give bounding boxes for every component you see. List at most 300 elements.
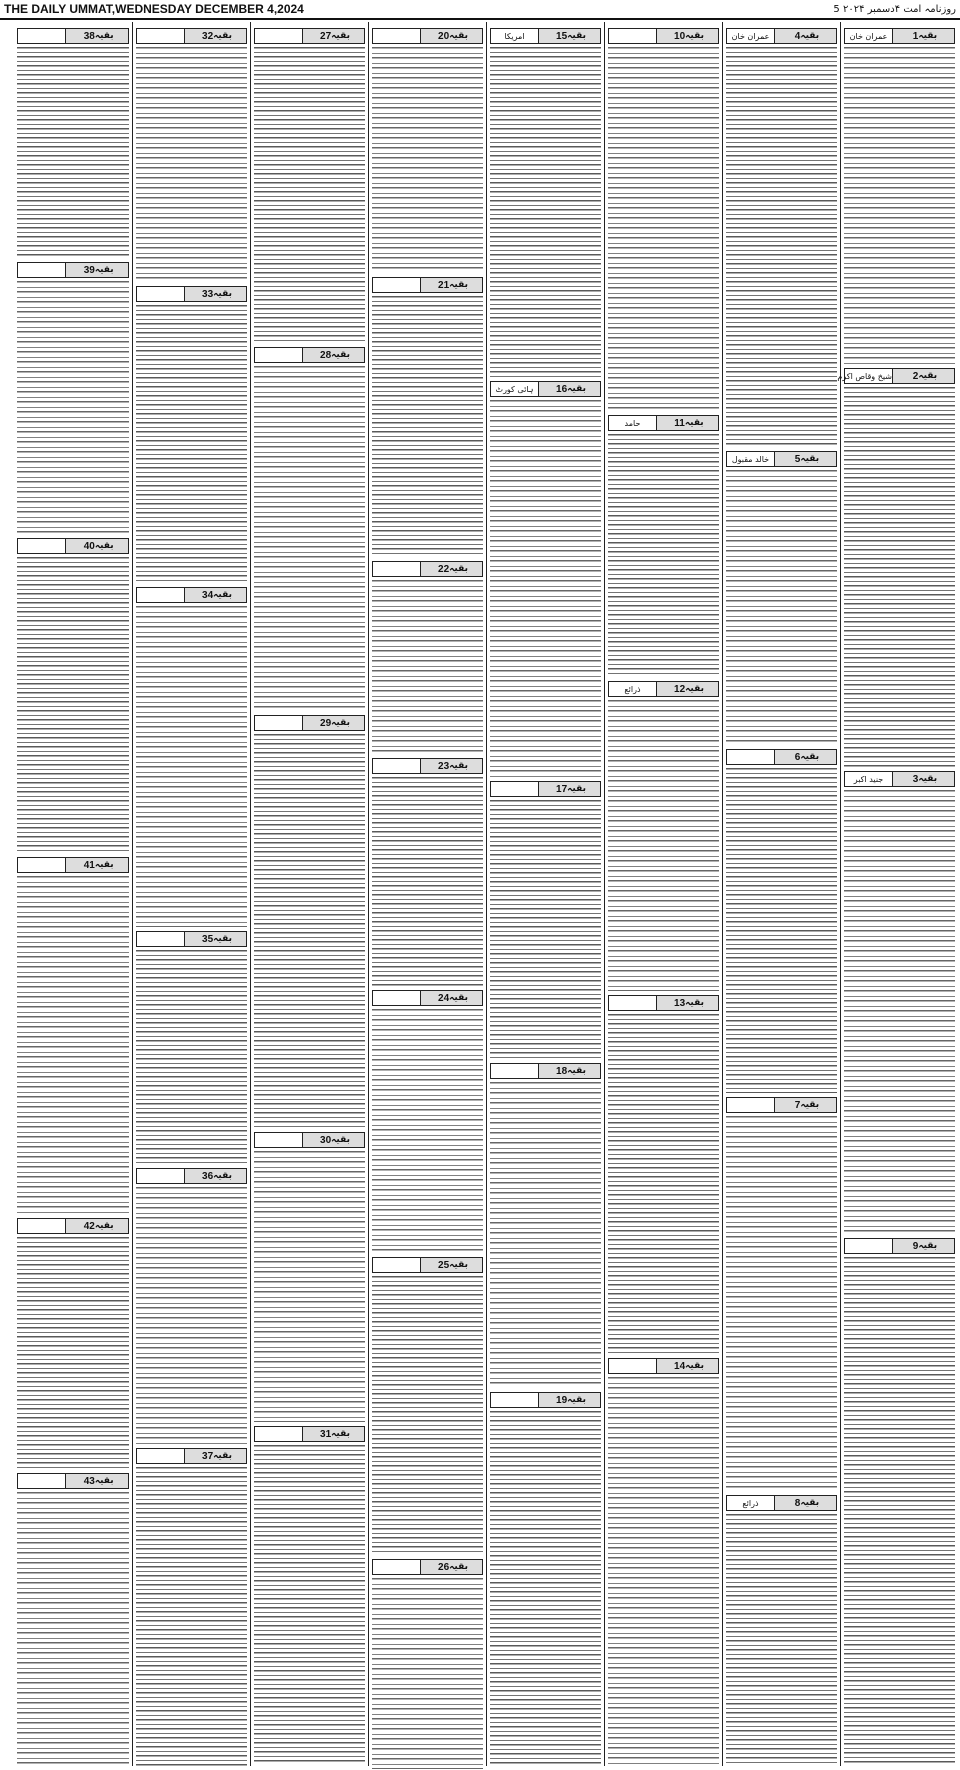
story-body-text [254,47,365,343]
continued-story [372,561,483,754]
story-keyword [18,263,65,277]
story-keyword [18,1219,65,1233]
continued-story [254,347,365,711]
continued-label: بقیہ [94,1476,114,1486]
continued-story [726,1495,837,1764]
continued-label: بقیہ [331,1429,350,1439]
story-keyword [373,991,420,1005]
page-number: 5 [833,3,840,15]
story-reference-header [254,1426,365,1442]
story-reference-header [136,28,247,44]
reference-number: 23 [438,760,450,772]
reference-number: 14 [674,1360,686,1372]
reference-label [538,782,600,796]
story-body-text [726,470,837,745]
column [14,22,132,1766]
reference-number: 15 [556,30,568,42]
continued-story [726,28,837,447]
continued-label: بقیہ [567,784,586,794]
continued-story [372,758,483,986]
story-body-text [372,1578,483,1769]
continued-label: بقیہ [449,1260,468,1270]
continued-label: بقیہ [213,1171,232,1181]
reference-label [65,29,128,43]
continued-story [17,28,129,258]
continued-label: بقیہ [331,350,350,360]
continued-story [608,28,719,411]
continued-story [726,1097,837,1491]
story-body-text [608,434,719,677]
reference-number: 38 [83,30,95,42]
reference-label [892,369,954,383]
reference-number: 26 [438,1561,450,1573]
continued-story [490,1392,601,1765]
story-keyword: ذرائع [742,1498,759,1508]
column [368,22,486,1766]
story-reference-header [136,286,247,302]
continued-story [490,781,601,1059]
story-keyword: جنید اکبر [853,774,884,784]
reference-number: 12 [674,683,686,695]
reference-label [420,29,482,43]
reference-number: 28 [320,349,332,361]
reference-label [184,1169,246,1183]
masthead [0,0,960,20]
story-body-text [608,1377,719,1766]
reference-label [538,382,600,396]
story-body-text [254,1151,365,1422]
reference-number: 18 [556,1065,568,1077]
continued-label: بقیہ [685,1361,704,1371]
column [132,22,250,1766]
continued-label: بقیہ [800,752,820,762]
story-keyword [255,1133,302,1147]
continued-label: بقیہ [567,1395,586,1405]
reference-label [420,759,482,773]
story-keyword [255,348,302,362]
story-reference-header [17,1218,129,1234]
reference-label [656,1359,718,1373]
story-body-text [254,1445,365,1765]
reference-label [420,278,482,292]
reference-number: 8 [794,1497,801,1509]
reference-label [538,1393,600,1407]
reference-number: 34 [202,589,214,601]
story-reference-header [490,1392,601,1408]
continued-label: بقیہ [94,265,114,275]
reference-label [538,1064,600,1078]
story-reference-header [726,28,837,44]
story-keyword [18,29,65,43]
continued-label: بقیہ [800,454,820,464]
continued-label: بقیہ [94,541,114,551]
reference-number: 10 [674,30,686,42]
continued-story [490,381,601,777]
reference-number: 20 [438,30,450,42]
story-keyword [491,782,538,796]
reference-label [65,263,128,277]
story-reference-header [608,28,719,44]
continued-label: بقیہ [449,31,468,41]
reference-number: 21 [438,279,450,291]
story-reference-header [254,1132,365,1148]
story-keyword [373,1258,420,1272]
story-body-text [372,1009,483,1253]
story-keyword [18,539,65,553]
reference-label [65,1474,128,1488]
reference-label [420,1560,482,1574]
reference-label [302,716,364,730]
story-keyword: عمران خان [849,31,888,41]
story-keyword: حامد [624,418,641,428]
story-reference-header [372,758,483,774]
reference-label [656,29,718,43]
story-body-text [136,606,247,927]
reference-number: 35 [202,933,214,945]
column [837,22,958,1766]
continued-label: بقیہ [800,31,820,41]
reference-number: 40 [83,540,95,552]
column [604,22,722,1766]
reference-label [65,858,128,872]
continued-label: بقیہ [449,993,468,1003]
reference-label [656,416,718,430]
continued-label: بقیہ [213,31,232,41]
continued-story [254,1426,365,1765]
reference-number: 22 [438,563,450,575]
continued-story [136,931,247,1164]
story-keyword [373,562,420,576]
reference-label [774,452,836,466]
reference-number: 37 [202,1450,214,1462]
continued-label: بقیہ [684,418,704,428]
continued-story [372,28,483,273]
reference-number: 16 [556,383,568,395]
story-reference-header [136,1448,247,1464]
story-body-text [372,296,483,557]
reference-label [302,348,364,362]
story-keyword [845,1239,892,1253]
reference-number: 9 [912,1240,919,1252]
reference-number: 41 [83,859,95,871]
story-keyword: شیخ وقاص اکرم [837,371,892,381]
continued-story [726,451,837,745]
continued-story [490,28,601,377]
story-body-text [726,1514,837,1764]
reference-number: 24 [438,992,450,1004]
story-reference-header [844,1238,955,1254]
story-reference-header [17,262,129,278]
continued-label: بقیہ [449,280,468,290]
column [486,22,604,1766]
reference-label [774,29,836,43]
reference-label [184,588,246,602]
story-body-text [844,47,955,364]
reference-label [420,1258,482,1272]
continued-label: بقیہ [800,1498,820,1508]
story-body-text [136,1467,247,1767]
story-reference-header [608,415,719,431]
story-keyword [255,716,302,730]
column [722,22,840,1766]
story-body-text [254,366,365,711]
story-body-text [490,800,601,1059]
masthead-urdu-date [833,4,956,15]
continued-label: بقیہ [331,1135,350,1145]
story-keyword [373,29,420,43]
story-body-text [372,1276,483,1555]
continued-story [136,1168,247,1444]
story-reference-header [726,1097,837,1113]
reference-label [774,1098,836,1112]
reference-number: 32 [202,30,214,42]
story-reference-header [17,857,129,873]
story-keyword [609,996,656,1010]
story-keyword: عمران خان [731,31,770,41]
story-body-text [726,47,837,447]
story-body-text [490,400,601,777]
story-body-text [17,1492,129,1767]
story-reference-header [372,1559,483,1575]
continued-label: بقیہ [567,1066,586,1076]
story-body-text [608,1014,719,1354]
reference-label [184,932,246,946]
story-keyword [137,1169,184,1183]
continued-label: بقیہ [567,31,586,41]
continued-label: بقیہ [449,761,468,771]
reference-number: 36 [202,1170,214,1182]
story-body-text [490,47,601,377]
story-body-text [17,281,129,534]
story-keyword [255,1427,302,1441]
story-keyword [137,588,184,602]
continued-story [254,1132,365,1422]
story-reference-header [372,1257,483,1273]
continued-label: بقیہ [94,860,114,870]
reference-number: 30 [320,1134,332,1146]
continued-label: بقیہ [918,371,938,381]
continued-label: بقیہ [685,684,704,694]
reference-label [656,996,718,1010]
story-reference-header [372,990,483,1006]
story-reference-header [844,771,955,787]
story-reference-header [844,28,955,44]
reference-label [538,29,600,43]
story-body-text [608,700,719,991]
continued-story [372,990,483,1253]
reference-number: 31 [320,1428,332,1440]
continued-label: بقیہ [685,31,704,41]
story-reference-header [17,1473,129,1489]
continued-story [17,538,129,853]
continued-story [17,857,129,1214]
reference-number: 27 [320,30,332,42]
reference-number: 42 [83,1220,95,1232]
continued-label: بقیہ [94,31,114,41]
story-body-text [490,1082,601,1388]
story-reference-header [490,381,601,397]
continued-label: بقیہ [918,774,938,784]
story-reference-header [372,277,483,293]
reference-number: 33 [202,288,214,300]
reference-label [774,1496,836,1510]
urdu-date: روزنامہ امت ۴دسمبر ۲۰۲۴ [842,3,956,15]
story-reference-header [17,28,129,44]
story-reference-header [136,1168,247,1184]
continued-story [372,1257,483,1555]
story-keyword [137,287,184,301]
story-keyword: امریکا [504,31,525,41]
story-body-text [17,1237,129,1469]
reference-label [302,29,364,43]
reference-label [65,1219,128,1233]
story-body-text [844,1257,955,1764]
reference-number: 3 [912,773,919,785]
story-reference-header [254,715,365,731]
story-keyword [727,1098,774,1112]
story-body-text [608,47,719,411]
continued-label: بقیہ [449,1562,468,1572]
continued-label: بقیہ [800,1100,820,1110]
story-body-text [844,387,955,767]
continued-label: بقیہ [94,1221,114,1231]
story-reference-header [726,1495,837,1511]
story-body-text [254,734,365,1128]
reference-label [420,562,482,576]
continued-story [837,368,955,767]
reference-label [420,991,482,1005]
story-keyword: ہائی کورٹ [495,384,534,394]
reference-label [892,1239,954,1253]
continued-story [608,415,719,677]
continued-label: بقیہ [918,1241,938,1251]
story-reference-header [372,561,483,577]
story-reference-header [490,781,601,797]
continued-story [372,277,483,557]
continued-story [136,1448,247,1767]
continued-story [17,262,129,534]
story-keyword [373,759,420,773]
reference-number: 6 [794,751,801,763]
story-keyword [137,932,184,946]
story-reference-header [608,1358,719,1374]
continued-story [17,1473,129,1767]
reference-number: 11 [674,417,685,429]
reference-label [774,750,836,764]
continued-label: بقیہ [331,31,350,41]
reference-number: 43 [83,1475,95,1487]
continued-label: بقیہ [213,590,232,600]
continued-story [726,749,837,1093]
reference-label [184,29,246,43]
story-body-text [726,1116,837,1491]
reference-label [302,1427,364,1441]
reference-number: 29 [320,717,332,729]
continued-label: بقیہ [213,1451,232,1461]
reference-label [892,29,954,43]
story-keyword [255,29,302,43]
reference-number: 1 [912,30,919,42]
story-body-text [17,557,129,853]
story-reference-header [17,538,129,554]
story-body-text [490,1411,601,1765]
continued-story [254,715,365,1128]
continued-story [136,286,247,583]
column [250,22,368,1766]
continued-story [844,1238,955,1764]
continued-story [608,681,719,991]
story-keyword [609,29,656,43]
story-body-text [726,768,837,1093]
story-reference-header [608,995,719,1011]
story-reference-header [490,1063,601,1079]
reference-number: 7 [794,1099,801,1111]
reference-label [892,772,954,786]
reference-number: 19 [556,1394,568,1406]
masthead-title: THE DAILY UMMAT,WEDNESDAY DECEMBER 4,2024 [4,2,304,16]
story-body-text [372,580,483,754]
story-reference-header [490,28,601,44]
story-reference-header [136,587,247,603]
continued-story [254,28,365,343]
story-reference-header [608,681,719,697]
continued-label: بقیہ [449,564,468,574]
story-body-text [17,47,129,258]
story-keyword [18,1474,65,1488]
continued-label: بقیہ [567,384,586,394]
story-reference-header [726,451,837,467]
reference-label [65,539,128,553]
story-body-text [136,1187,247,1444]
story-keyword [373,1560,420,1574]
reference-number: 39 [83,264,95,276]
reference-number: 2 [912,370,919,382]
story-reference-header [254,28,365,44]
story-reference-header [726,749,837,765]
reference-number: 17 [556,783,568,795]
continued-story [372,1559,483,1769]
reference-label [184,1449,246,1463]
story-keyword [137,1449,184,1463]
story-body-text [844,790,955,1234]
continued-story [136,28,247,282]
reference-label [184,287,246,301]
story-body-text [17,876,129,1214]
story-keyword [491,1393,538,1407]
story-keyword [18,858,65,872]
story-body-text [136,950,247,1164]
continued-story [608,995,719,1354]
story-keyword [373,278,420,292]
story-body-text [372,47,483,273]
story-keyword [491,1064,538,1078]
continued-story [136,587,247,927]
story-keyword: خالد مقبول [731,454,770,464]
story-reference-header [372,28,483,44]
story-keyword [609,1359,656,1373]
story-body-text [372,777,483,986]
story-keyword: ذرائع [624,684,641,694]
story-reference-header [837,368,955,384]
reference-number: 4 [794,30,801,42]
story-body-text [136,305,247,583]
story-reference-header [136,931,247,947]
reference-number: 25 [438,1259,450,1271]
story-keyword [137,29,184,43]
continued-label: بقیہ [331,718,350,728]
continued-story [608,1358,719,1766]
continued-label: بقیہ [213,289,232,299]
